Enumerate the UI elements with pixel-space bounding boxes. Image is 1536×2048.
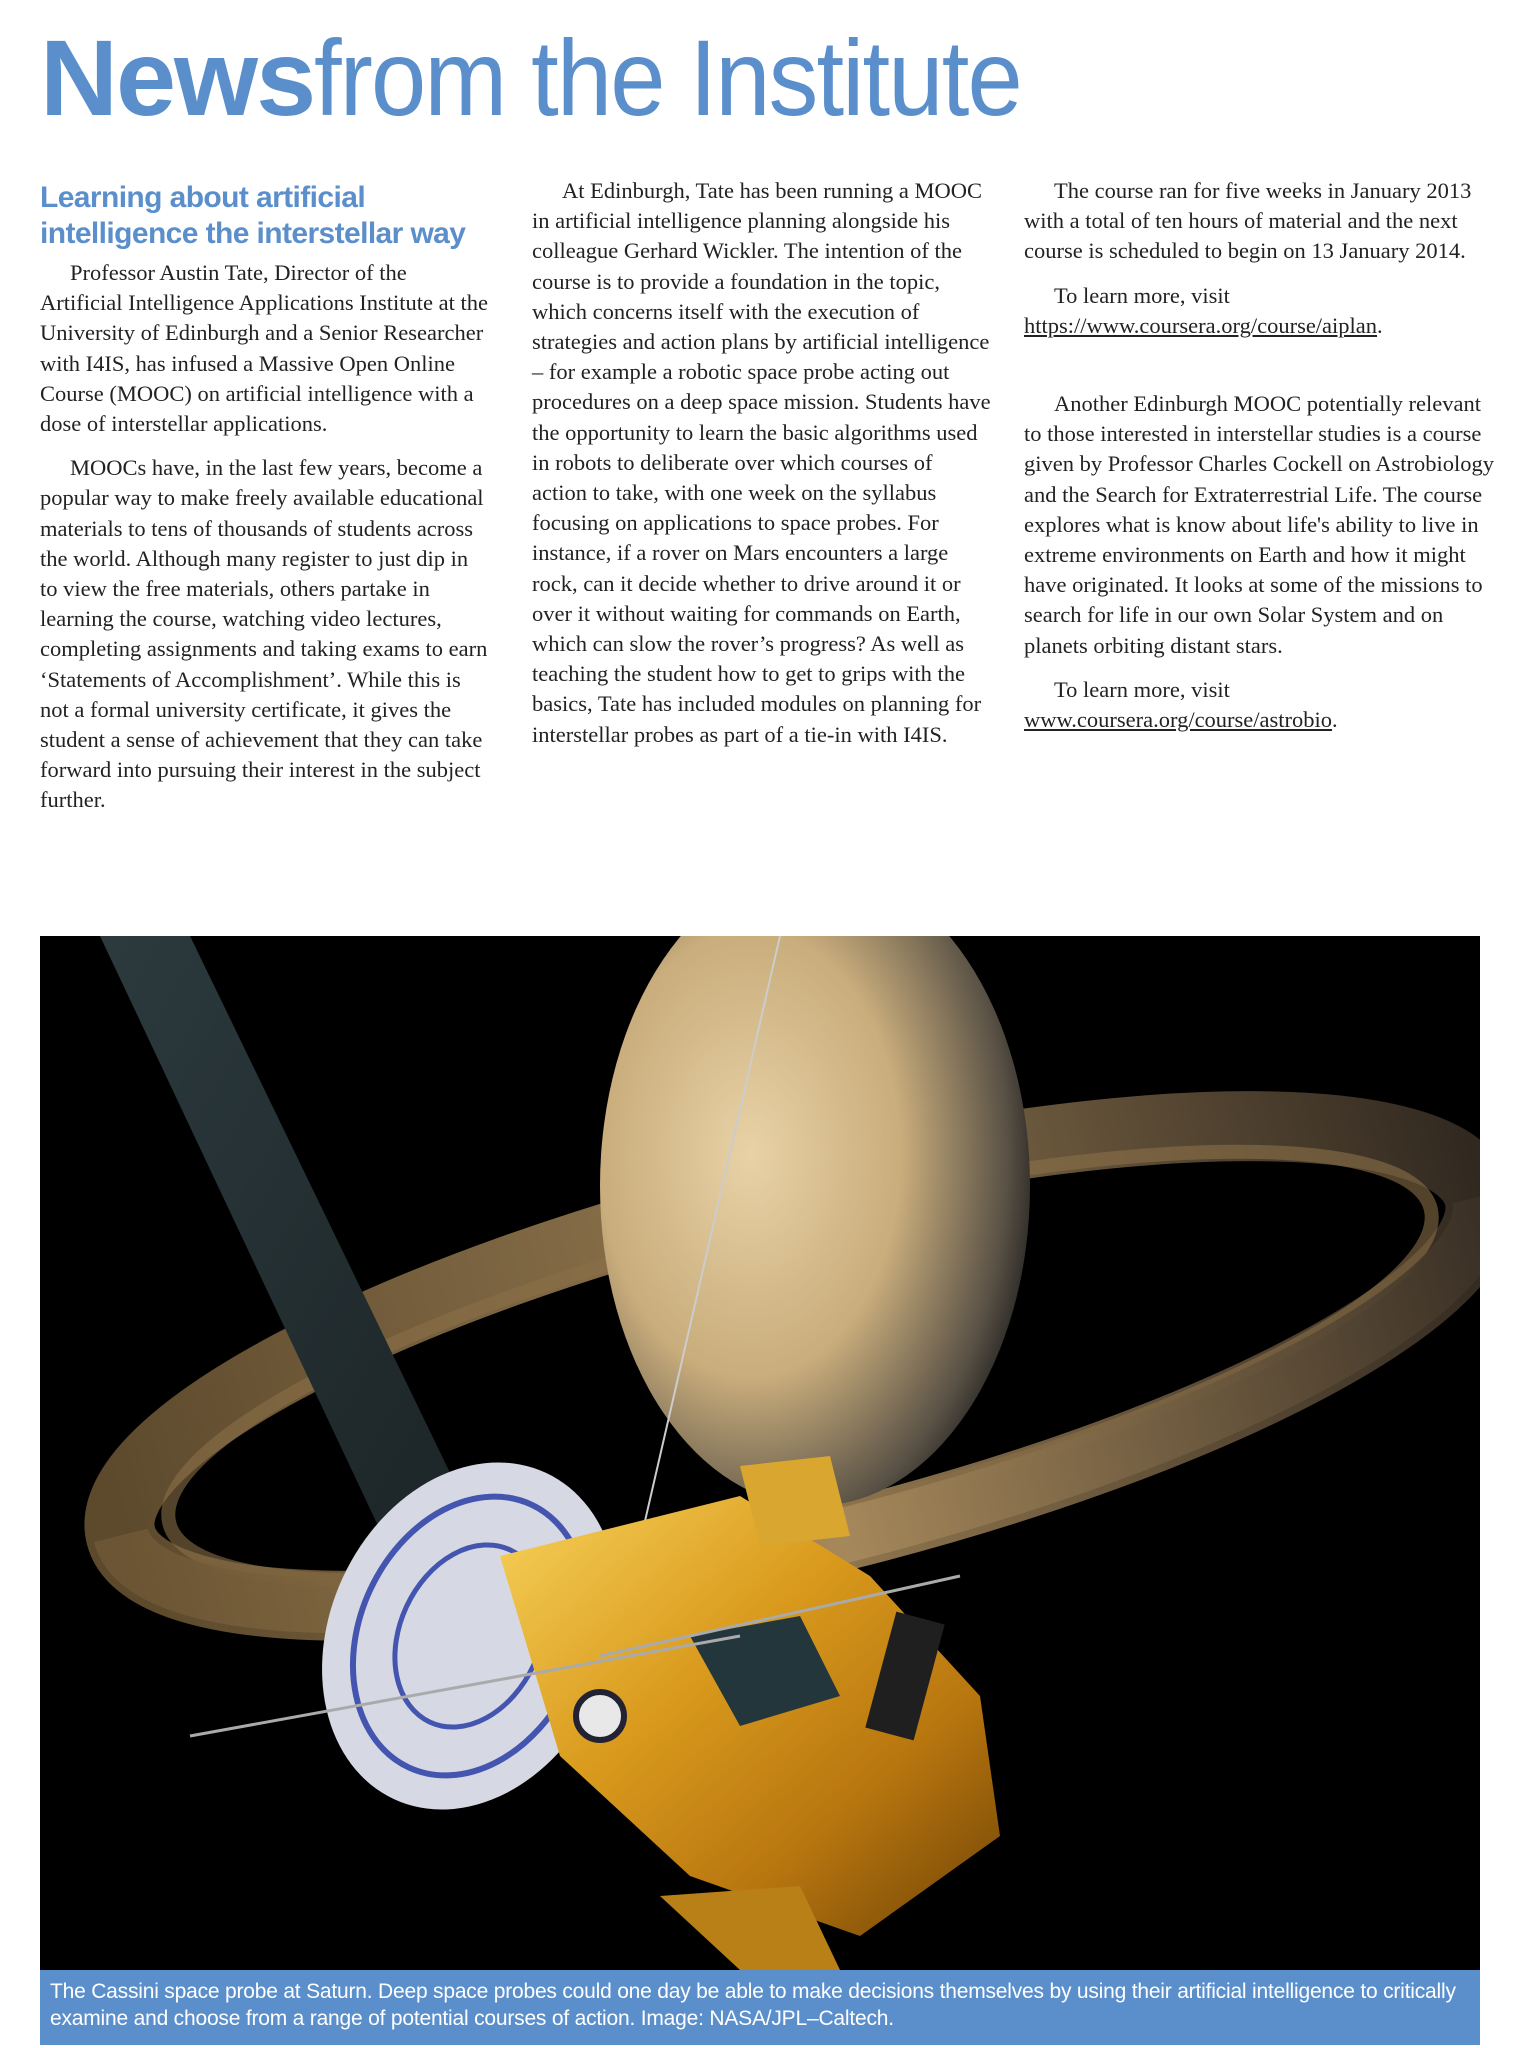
paragraph: MOOCs have, in the last few years, become a popular way to make freely available educational materials to tens of thousands of students across the world. Although many register to just dip in to view the free materials, others partake in learning the course, watching video lectures, completing assignments and taking exams to earn ‘Statements of Accomplishment’. While this is not a formal university certificate, it gives the student a sense of achievement that they can take forward into pursuing their interest in the subject further. (40, 455, 488, 813)
page-title (40, 18, 1083, 138)
figure-caption: The Cassini space probe at Saturn. Deep space probes could one day be able to make decisions themselves by using their artificial intelligence to critically examine and choose from a range of potential courses of action. Image: NASA/JPL–Caltech. (40, 1970, 1480, 2045)
learn-more-astrobio (1024, 675, 1494, 735)
headline-line-1: Learning about artificial (40, 181, 366, 214)
article-headline (40, 180, 490, 252)
paragraph: Another Edinburgh MOOC potentially relevant to those interested in interstellar studies is a course given by Professor Charles Cockell on Astrobiology and the Search for Extraterrestrial Life. The course explores what is know about life's ability to live in extreme environments on Earth and how it might have originated. It looks at some of the missions to search for life in our own Solar System and on planets orbiting distant stars. (1024, 391, 1494, 658)
period: . (1377, 312, 1383, 338)
period: . (1332, 707, 1338, 733)
astrobio-link[interactable]: www.coursera.org/course/astrobio (1024, 707, 1333, 733)
learn-more-aiplan (1024, 281, 1494, 341)
aiplan-link[interactable]: https://www.coursera.org/course/aiplan (1024, 312, 1378, 338)
paragraph: The course ran for five weeks in January 2013 with a total of ten hours of material and the next course is scheduled to begin on 13 January 2014. (1024, 178, 1472, 264)
paragraph: At Edinburgh, Tate has been running a MOOC in artificial intelligence planning alongside his colleague Gerhard Wickler. The intention of the course is to provide a foundation in the topic, which concerns itself with the execution of strategies and action plans by artificial intelligence – for example a robotic space probe acting out procedures on a deep space mission. Students have the opportunity to learn the basic algorithms used in robots to deliberate over which courses of action to take, with one week on the syllabus focusing on applications to space probes. For instance, if a rover on Mars encounters a large rock, can it decide whether to drive around it or over it without waiting for commands on Earth, which can slow the rover’s progress? As well as teaching the student how to get to grips with the basics, Tate has included modules on planning for interstellar probes as part of a tie-in with I4IS. (532, 178, 991, 747)
article-column-3 (1024, 176, 1494, 749)
page-title-light: from the Institute (314, 17, 1022, 138)
headline-line-2: intelligence the interstellar way (40, 217, 466, 250)
article-column-2 (532, 176, 992, 764)
paragraph: Professor Austin Tate, Director of the Artificial Intelligence Applications Institute at the University of Edinburgh and a Senior Researcher with I4IS, has infused a Massive Open Online Course (MOOC) on artificial intelligence with a dose of interstellar applications. (40, 260, 488, 437)
cassini-saturn-image (40, 936, 1480, 1970)
page-title-bold: News (40, 17, 315, 138)
learn-more-label: To learn more, visit (1054, 676, 1230, 702)
learn-more-label: To learn more, visit (1054, 282, 1230, 308)
article-column-1 (40, 180, 490, 830)
